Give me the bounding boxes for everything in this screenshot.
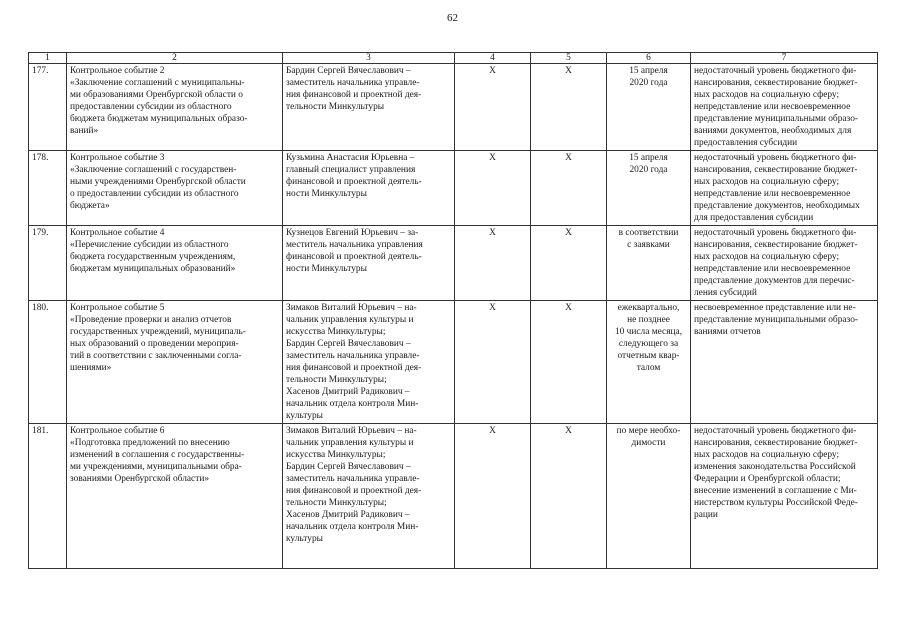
- col5-cell: X: [531, 424, 607, 569]
- col4-cell: X: [455, 424, 531, 569]
- col4-cell: X: [455, 301, 531, 424]
- header-cell: 3: [283, 53, 455, 64]
- row-number: 181.: [29, 424, 67, 569]
- date-cell: 15 апреля 2020 года: [607, 151, 691, 226]
- header-cell: 6: [607, 53, 691, 64]
- date-cell: ежеквартально, не позднее 10 числа месяца, следующего за отчетным квар- талом: [607, 301, 691, 424]
- col5-cell: X: [531, 301, 607, 424]
- event-cell: Контрольное событие 6 «Подготовка предложений по внесению изменений в соглашения с государственны- ми учреждениями, муниципальными обра- зованиями Оренбургской области»: [67, 424, 283, 569]
- header-cell: 1: [29, 53, 67, 64]
- responsible-cell: Кузнецов Евгений Юрьевич – за- меститель начальника управления финансовой и проектной деятель- ности Минкультуры: [283, 226, 455, 301]
- col4-cell: X: [455, 64, 531, 151]
- col4-cell: X: [455, 151, 531, 226]
- plan-table: [28, 52, 878, 569]
- risks-cell: недостаточный уровень бюджетного фи- нансирования, секвестирование бюджет- ных расходов на социальную сферу; непредставление или несвоевременное представление документов для перечис- ления субсидий: [691, 226, 878, 301]
- event-cell: Контрольное событие 4 «Перечисление субсидии из областного бюджета государственным учреждениям, бюджетам муниципальных образований»: [67, 226, 283, 301]
- table-row: [29, 424, 878, 569]
- header-cell: 2: [67, 53, 283, 64]
- header-cell: 7: [691, 53, 878, 64]
- table-row: [29, 226, 878, 301]
- col5-cell: X: [531, 226, 607, 301]
- responsible-cell: Зимаков Виталий Юрьевич – на- чальник управления культуры и искусства Минкультуры; Бардин Сергей Вячеславович – заместитель начальника управле- ния финансовой и проектной дея- тельности Минкультуры; Хасенов Дмитрий Радикович – начальник отдела контроля Мин- культуры: [283, 301, 455, 424]
- header-cell: 5: [531, 53, 607, 64]
- col4-cell: X: [455, 226, 531, 301]
- table-row: [29, 301, 878, 424]
- col5-cell: X: [531, 64, 607, 151]
- risks-cell: недостаточный уровень бюджетного фи- нансирования, секвестирование бюджет- ных расходов на социальную сферу; изменения законодательства Российской Федерации и Оренбургской области; внесение изменений в соглашение с Ми- нистерством культуры Российской Феде- рации: [691, 424, 878, 569]
- col5-cell: X: [531, 151, 607, 226]
- event-cell: Контрольное событие 3 «Заключение соглашений с государствен- ными учреждениями Оренбургской области о предоставлении субсидии из областного бюджета»: [67, 151, 283, 226]
- page-number: 62: [447, 12, 458, 24]
- risks-cell: недостаточный уровень бюджетного фи- нансирования, секвестирование бюджет- ных расходов на социальную сферу; непредставление или несвоевременное представление муниципальными образо- ваниями документов, необходимых для предоставления субсидии: [691, 64, 878, 151]
- risks-cell: несвоевременное представление или не- представление муниципальными образо- ваниями отчетов: [691, 301, 878, 424]
- table-row: [29, 64, 878, 151]
- date-cell: по мере необхо- димости: [607, 424, 691, 569]
- date-cell: в соответствии с заявками: [607, 226, 691, 301]
- risks-cell: недостаточный уровень бюджетного фи- нансирования, секвестирование бюджет- ных расходов на социальную сферу; непредставление или несвоевременное представление документов, необходимых для предоставления субсидии: [691, 151, 878, 226]
- responsible-cell: Кузьмина Анастасия Юрьевна – главный специалист управления финансовой и проектной деятель- ности Минкультуры: [283, 151, 455, 226]
- event-cell: Контрольное событие 5 «Проведение проверки и анализ отчетов государственных учреждений, муниципаль- ных образований о проведении мероприя- тий в соответствии с заключенными согла- шениями»: [67, 301, 283, 424]
- responsible-cell: Бардин Сергей Вячеславович – заместитель начальника управле- ния финансовой и проектной дея- тельности Минкультуры: [283, 64, 455, 151]
- event-cell: Контрольное событие 2 «Заключение соглашений с муниципальны- ми образованиями Оренбургской области о предоставлении субсидии из областного бюджета бюджетам муниципальных образо- ваний»: [67, 64, 283, 151]
- row-number: 179.: [29, 226, 67, 301]
- row-number: 178.: [29, 151, 67, 226]
- header-row: [29, 53, 878, 64]
- row-number: 177.: [29, 64, 67, 151]
- responsible-cell: Зимаков Виталий Юрьевич – на- чальник управления культуры и искусства Минкультуры; Бардин Сергей Вячеславович – заместитель начальника управле- ния финансовой и проектной дея- тельности Минкультуры; Хасенов Дмитрий Радикович – начальник отдела контроля Мин- культуры: [283, 424, 455, 569]
- table-row: [29, 151, 878, 226]
- row-number: 180.: [29, 301, 67, 424]
- header-cell: 4: [455, 53, 531, 64]
- date-cell: 15 апреля 2020 года: [607, 64, 691, 151]
